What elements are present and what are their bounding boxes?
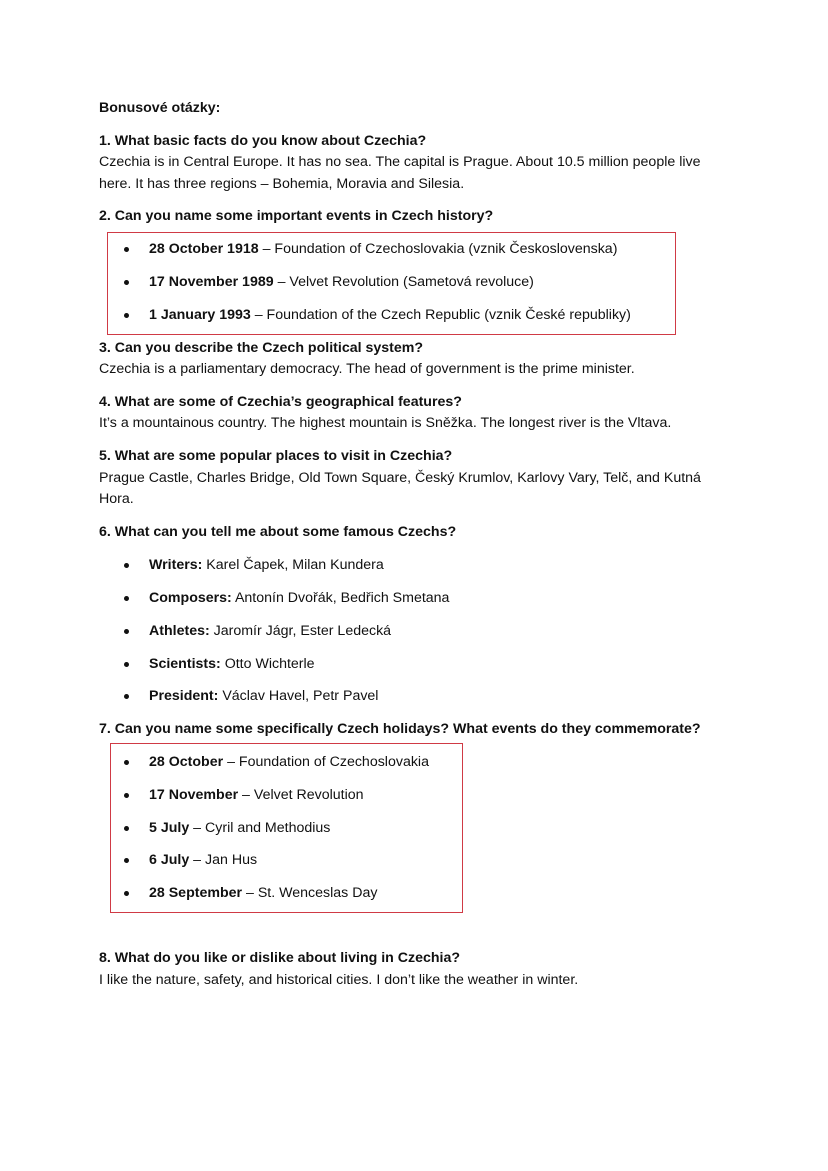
answer-1-line-1: Czechia is in Central Europe. It has no sea. The capital is Prague. About 10.5 million people live	[99, 154, 701, 170]
item-bold: 6 July	[149, 852, 190, 868]
item-bold: 28 October	[149, 754, 224, 770]
item-text: – Foundation of Czechoslovakia	[223, 754, 429, 770]
item-text: – Foundation of Czechoslovakia (vznik Československa)	[258, 241, 618, 257]
bullet-icon	[124, 280, 129, 285]
item-text: Jaromír Jágr, Ester Ledecká	[209, 623, 392, 639]
answer-8: I like the nature, safety, and historical cities. I don’t like the weather in winter.	[99, 972, 579, 988]
bullet-icon	[124, 760, 129, 765]
answer-1-line-2: here. It has three regions – Bohemia, Moravia and Silesia.	[99, 176, 465, 192]
bullet-icon	[124, 247, 129, 252]
bullet-icon	[124, 313, 129, 318]
item-bold: Athletes:	[149, 623, 210, 639]
bullet-icon	[124, 563, 129, 568]
item-text: – Velvet Revolution (Sametová revoluce)	[273, 274, 534, 290]
bullet-icon	[124, 662, 129, 667]
bullet-icon	[124, 694, 129, 699]
item-text: Antonín Dvořák, Bedřich Smetana	[231, 590, 450, 606]
item-text: Václav Havel, Petr Pavel	[218, 688, 379, 704]
item-text: Otto Wichterle	[220, 656, 315, 672]
item-text: – Cyril and Methodius	[189, 820, 331, 836]
item-bold: 17 November	[149, 787, 239, 803]
question-7: 7. Can you name some specifically Czech holidays? What events do they commemorate?	[99, 721, 701, 737]
question-1: 1. What basic facts do you know about Czechia?	[99, 133, 427, 149]
item-text: – Foundation of the Czech Republic (vznik České republiky)	[250, 307, 631, 323]
item-bold: 28 October 1918	[149, 241, 259, 257]
item-text: Karel Čapek, Milan Kundera	[202, 557, 384, 573]
question-6: 6. What can you tell me about some famous Czechs?	[99, 524, 457, 540]
item-text: – Jan Hus	[189, 852, 258, 868]
item-bold: 28 September	[149, 885, 243, 901]
bullet-icon	[124, 793, 129, 798]
item-bold: Writers:	[149, 557, 203, 573]
bullet-icon	[124, 596, 129, 601]
bullet-icon	[124, 826, 129, 831]
item-text: – Velvet Revolution	[238, 787, 364, 803]
bullet-icon	[124, 629, 129, 634]
item-bold: 1 January 1993	[149, 307, 251, 323]
item-text: – St. Wenceslas Day	[242, 885, 378, 901]
bullet-icon	[124, 858, 129, 863]
question-4: 4. What are some of Czechia’s geographical features?	[99, 394, 462, 410]
answer-3: Czechia is a parliamentary democracy. The head of government is the prime minister.	[99, 361, 635, 377]
answer-4: It’s a mountainous country. The highest mountain is Sněžka. The longest river is the Vltava.	[99, 415, 672, 431]
item-bold: Scientists:	[149, 656, 221, 672]
question-8: 8. What do you like or dislike about living in Czechia?	[99, 950, 461, 966]
bullet-icon	[124, 891, 129, 896]
item-bold: President:	[149, 688, 219, 704]
answer-5-line-1: Prague Castle, Charles Bridge, Old Town Square, Český Krumlov, Karlovy Vary, Telč, and Kutná	[99, 470, 701, 486]
question-3: 3. Can you describe the Czech political system?	[99, 340, 424, 356]
item-bold: 17 November 1989	[149, 274, 274, 290]
answer-5-line-2: Hora.	[99, 491, 134, 507]
item-bold: Composers:	[149, 590, 232, 606]
question-2: 2. Can you name some important events in Czech history?	[99, 208, 494, 224]
item-bold: 5 July	[149, 820, 190, 836]
question-5: 5. What are some popular places to visit in Czechia?	[99, 448, 453, 464]
document-heading: Bonusové otázky:	[99, 100, 221, 116]
